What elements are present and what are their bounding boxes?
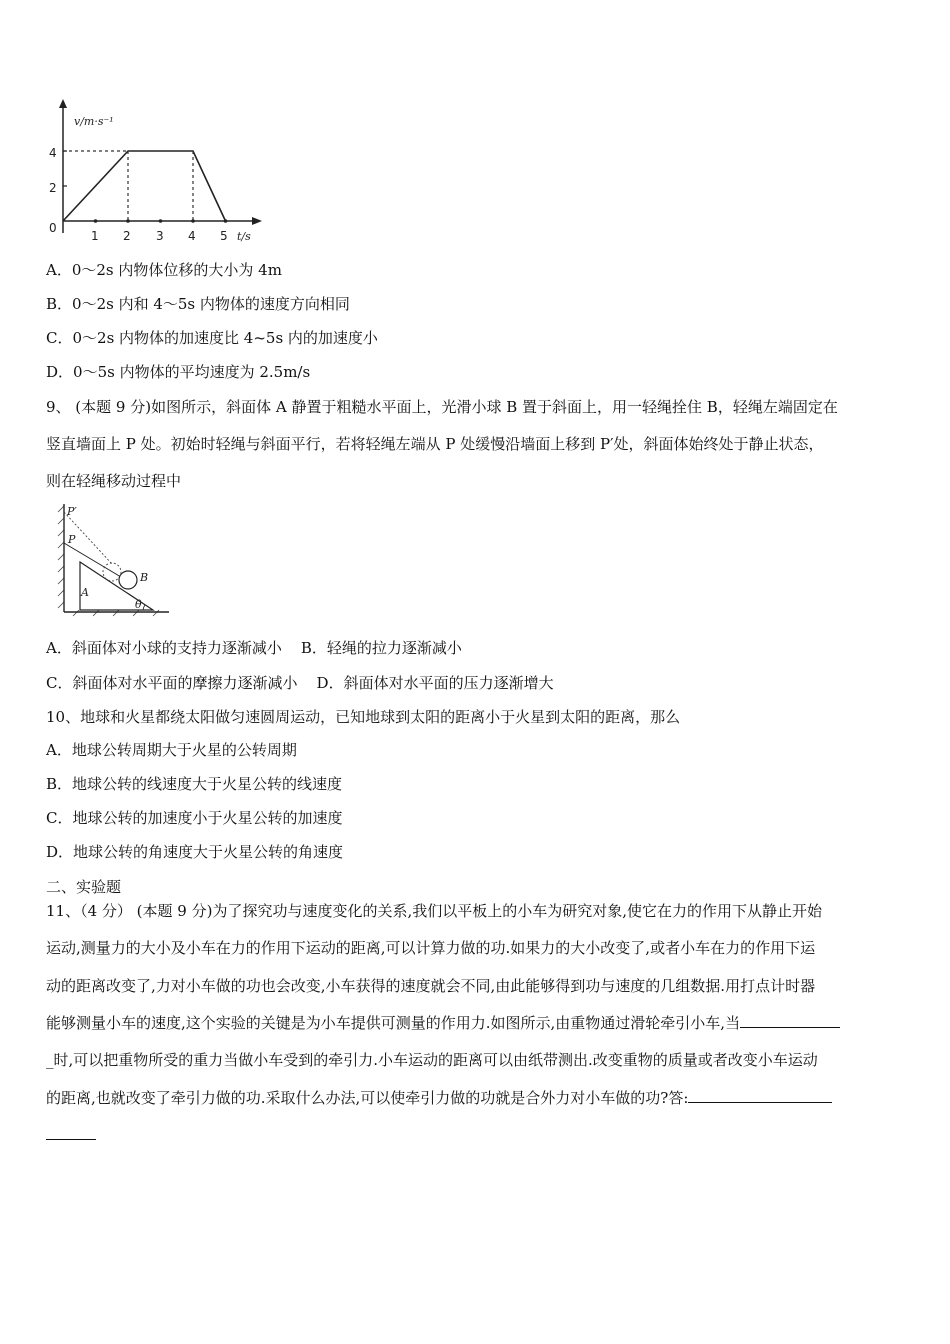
- ball-b: [119, 571, 137, 589]
- q9-stem-line-2: 竖直墙面上 P 处。初始时轻绳与斜面平行，若将轻绳左端从 P 处缓慢沿墙面上移到 P′处，斜面体始终处于静止状态，: [46, 435, 824, 453]
- label-a: A: [81, 586, 89, 599]
- rope: [64, 543, 121, 577]
- q9-stem-line-1: 9、 (本题 9 分)如图所示，斜面体 A 静置于粗糙水平面上，光滑小球 B 置于斜面上，用一轻绳拴住 B，轻绳左端固定在: [46, 398, 838, 416]
- q10-stem: 10、地球和火星都绕太阳做匀速圆周运动，已知地球到太阳的距离小于火星到太阳的距离，那么: [46, 708, 681, 726]
- q10-option-a: A．地球公转周期大于火星的公转周期: [46, 741, 297, 759]
- label-b: B: [140, 571, 149, 584]
- y-tick-4: 4: [49, 146, 57, 160]
- q11-line-5: _时,可以把重物所受的重力当做小车受到的牵引力.小车运动的距离可以由纸带测出.改变重物的质量或者改变小车运动: [46, 1051, 818, 1069]
- vt-graph: [40, 95, 270, 250]
- q11-line-3: 动的距离改变了,力对小车做的功也会改变,小车获得的速度就会不同,由此能够得到功与速度的几组数据.用打点计时器: [46, 977, 816, 995]
- y-axis-arrow: [59, 99, 67, 108]
- vt-x-tick-mark-2: [126, 219, 130, 223]
- x-axis-label: t/s: [237, 230, 251, 243]
- x-axis-arrow: [252, 217, 262, 225]
- q9-stem-line-3: 则在轻绳移动过程中: [46, 472, 182, 490]
- vt-x-tick-mark-5: [224, 219, 228, 223]
- q11-line-6: [46, 1088, 832, 1108]
- incline-block-a: [80, 562, 153, 610]
- incline-figure: [55, 502, 175, 620]
- q11-line-4-text: 能够测量小车的速度,这个实验的关键是为小车提供可测量的作用力.如图所示,由重物通过滑轮牵引小车,当: [46, 1014, 741, 1032]
- answer-blank-2-continued[interactable]: [46, 1125, 96, 1140]
- vt-x-tick-mark-4: [191, 219, 195, 223]
- q10-option-d: D．地球公转的角速度大于火星公转的角速度: [46, 843, 344, 861]
- vt-x-tick-mark-1: [94, 219, 98, 223]
- q9-options-ab: A．斜面体对小球的支持力逐渐减小 B．轻绳的拉力逐渐减小: [46, 639, 462, 657]
- q11-line-7: [46, 1125, 96, 1145]
- angle-arc: [143, 605, 145, 610]
- label-p-prime: P′: [67, 505, 77, 518]
- q8-option-b: B．0～2s 内和 4～5s 内物体的速度方向相同: [46, 295, 350, 313]
- q9-options-cd: C．斜面体对水平面的摩擦力逐渐减小 D．斜面体对水平面的压力逐渐增大: [46, 674, 554, 692]
- q11-line-4: [46, 1013, 840, 1033]
- label-p: P: [68, 533, 76, 546]
- x-tick-1: 1: [91, 229, 99, 243]
- x-tick-4: 4: [188, 229, 196, 243]
- answer-blank-2[interactable]: [688, 1088, 832, 1103]
- y-tick-2: 2: [49, 181, 57, 195]
- label-theta: θ: [135, 598, 142, 611]
- q8-option-d: D．0～5s 内物体的平均速度为 2.5m/s: [46, 363, 311, 381]
- q11-line-1: 11、（4 分） (本题 9 分)为了探究功与速度变化的关系,我们以平板上的小车为研究对象,使它在力的作用下从静止开始: [46, 902, 822, 920]
- q11-line-2: 运动,测量力的大小及小车在力的作用下运动的距离,可以计算力做的功.如果力的大小改变了,或者小车在力的作用下运: [46, 939, 816, 957]
- x-tick-2: 2: [123, 229, 131, 243]
- vt-series-line: [63, 151, 226, 221]
- y-axis-label: v/m·s⁻¹: [74, 115, 114, 128]
- q8-option-a: A．0～2s 内物体位移的大小为 4m: [46, 261, 282, 279]
- q11-line-6-text: 的距离,也就改变了牵引力做的功.采取什么办法,可以使牵引力做的功就是合外力对小车做的功?答:: [46, 1089, 689, 1107]
- answer-blank-1[interactable]: [740, 1013, 840, 1028]
- q10-option-b: B．地球公转的线速度大于火星公转的线速度: [46, 775, 343, 793]
- q10-option-c: C．地球公转的加速度小于火星公转的加速度: [46, 809, 343, 827]
- origin-label: 0: [49, 221, 57, 235]
- section-heading: 二、实验题: [46, 878, 122, 896]
- vt-x-tick-mark-3: [159, 219, 163, 223]
- x-tick-3: 3: [156, 229, 164, 243]
- q8-option-c: C．0～2s 内物体的加速度比 4~5s 内的加速度小: [46, 329, 378, 347]
- x-tick-5: 5: [220, 229, 228, 243]
